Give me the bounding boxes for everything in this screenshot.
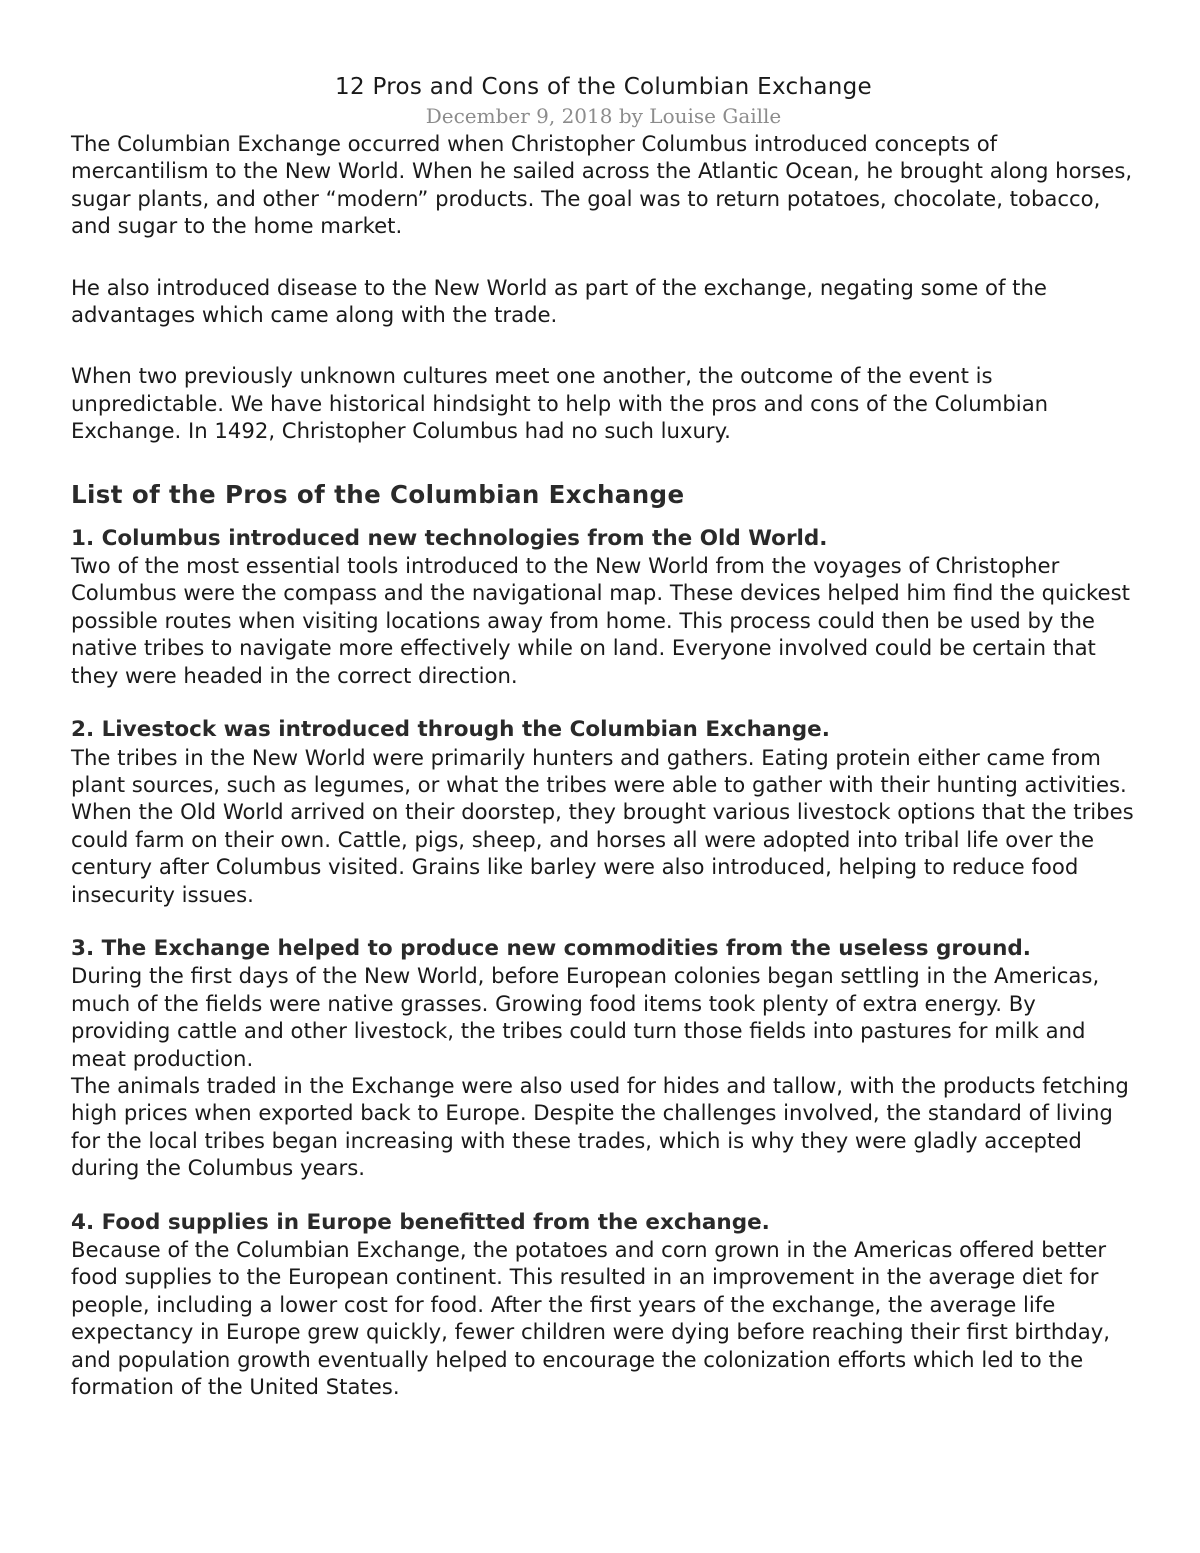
item-heading-1: 1. Columbus introduced new technologies from the Old World.	[71, 525, 828, 551]
document-title: 12 Pros and Cons of the Columbian Exchange	[335, 74, 872, 100]
item-1-paragraph-1: Two of the most essential tools introduced to the New World from the voyages of Christopher Columbus were the compass and the navigational map. These devices helped him find the quickest possible routes when visiting locations away from home. This process could then be used by the native tribes to navigate more effectively while on land. Everyone involved could be certain that they were headed in the correct direction.	[71, 553, 1130, 688]
intro-paragraph-3: When two previously unknown cultures meet one another, the outcome of the event is unpredictable. We have historical hindsight to help with the pros and cons of the Columbian Exchange. In 1492, Christopher Columbus had no such luxury.	[71, 363, 1049, 444]
section-heading-pros: List of the Pros of the Columbian Exchange	[71, 479, 685, 509]
item-3-paragraph-1: During the first days of the New World, before European colonies began settling in the Americas, much of the fields were native grasses. Growing food items took plenty of extra energy. By providing cattle and other livestock, the tribes could turn those fields into pastures for milk and meat production.	[71, 963, 1100, 1071]
item-heading-4: 4. Food supplies in Europe benefitted from the exchange.	[71, 1209, 770, 1235]
document-byline: December 9, 2018 by Louise Gaille	[425, 104, 782, 128]
item-3-paragraph-2: The animals traded in the Exchange were also used for hides and tallow, with the products fetching high prices when exported back to Europe. Despite the challenges involved, the standard of living for the local tribes began increasing with these trades, which is why they were gladly accepted during the Columbus years.	[71, 1072, 1129, 1181]
item-2-paragraph-1: The tribes in the New World were primarily hunters and gathers. Eating protein either came from plant sources, such as legumes, or what the tribes were able to gather with their hunting activities. When the Old World arrived on their doorstep, they brought various livestock options that the tribes could farm on their own. Cattle, pigs, sheep, and horses all were adopted into tribal life over the century after Columbus visited. Grains like barley were also introduced, helping to reduce food insecurity issues.	[71, 744, 1134, 907]
item-heading-3: 3. The Exchange helped to produce new commodities from the useless ground.	[71, 935, 1031, 961]
intro-paragraph-1: The Columbian Exchange occurred when Christopher Columbus introduced concepts of mercantilism to the New World. When he sailed across the Atlantic Ocean, he brought along horses, sugar plants, and other “modern” products. The goal was to return potatoes, chocolate, tobacco, and sugar to the home market.	[71, 131, 1133, 239]
item-4-paragraph-1: Because of the Columbian Exchange, the potatoes and corn grown in the Americas offered better food supplies to the European continent. This resulted in an improvement in the average diet for people, including a lower cost for food. After the first years of the exchange, the average life expectancy in Europe grew quickly, fewer children were dying before reaching their first birthday, and population growth eventually helped to encourage the colonization efforts which led to the formation of the United States.	[71, 1237, 1111, 1400]
item-heading-2: 2. Livestock was introduced through the Columbian Exchange.	[71, 717, 830, 743]
intro-paragraph-2: He also introduced disease to the New World as part of the exchange, negating some of the advantages which came along with the trade.	[71, 274, 1047, 328]
document-page	[71, 72, 1136, 1400]
